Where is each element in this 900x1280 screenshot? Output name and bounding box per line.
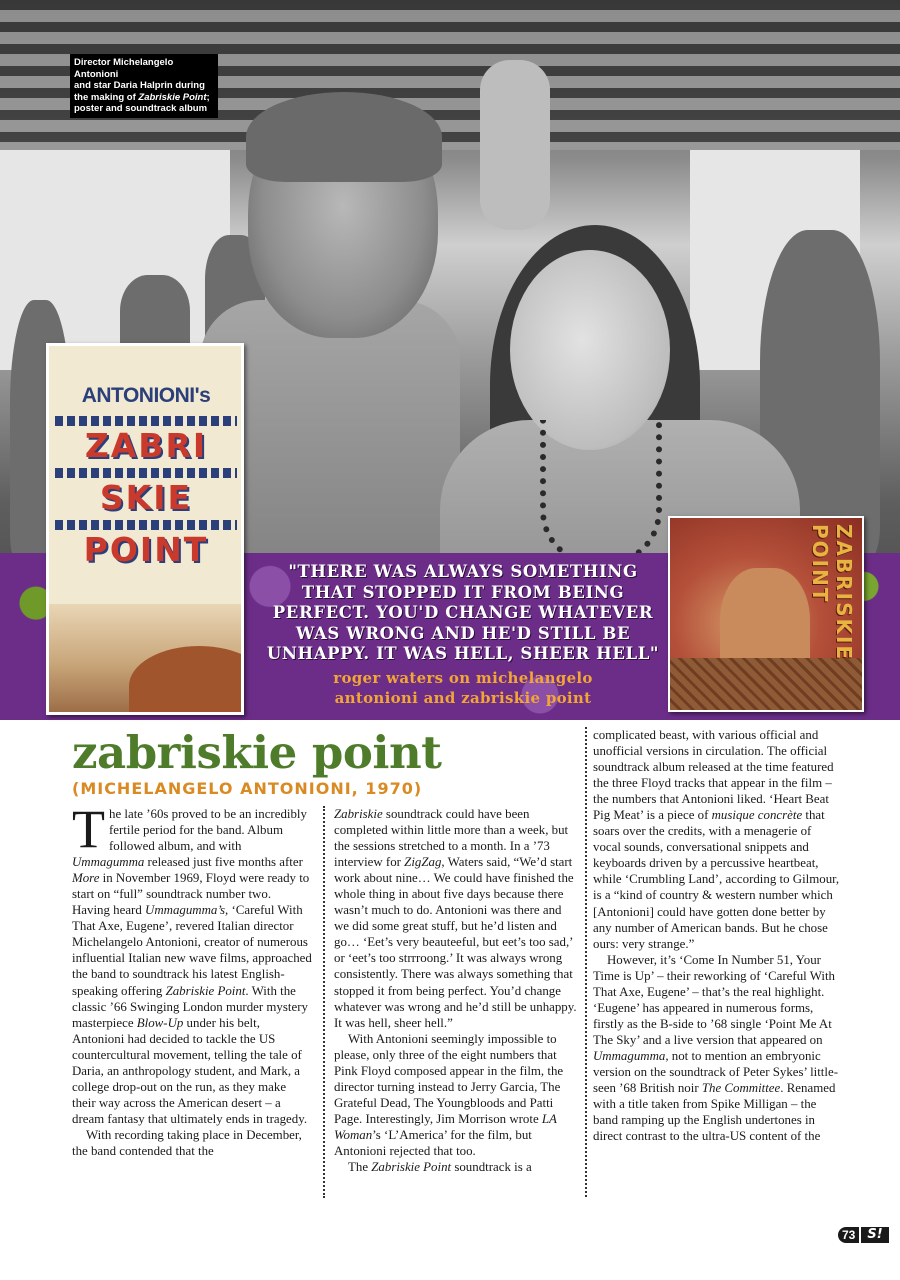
text-run: , Waters said, “We’d start work about nine… We could have finished the whole thing in about five days because there wasn’t much to do. Antonioni was there and we did some great stuff, but he’d listen and go… ‘Eet’s very beauteeful, but eet’s too sad,’ or ‘eet’s too strrroong.’ It was always wrong consistently. There was always something that stopped it from being perfect. You’d change whatever was wrong and he’d still be unhappy. It was hell, sheer hell.” bbox=[334, 855, 577, 1030]
bead-necklace bbox=[540, 420, 662, 566]
text-run: . Renamed with a title taken from Spike Milligan – the band ramping up the English undertones in direct contrast to the ultra-US content of the bbox=[593, 1081, 836, 1144]
paragraph: With recording taking place in December, the band contended that the bbox=[72, 1127, 302, 1158]
text-run: in November 1969, Floyd were ready to start on “full” soundtrack number two. Having heard bbox=[72, 871, 310, 918]
paragraph bbox=[334, 1159, 579, 1175]
article-heading: zabriskie point bbox=[72, 726, 442, 779]
italic-title: More bbox=[72, 871, 100, 886]
italic-title: Ummagumma, bbox=[593, 1048, 669, 1063]
text-run: , ‘Careful With That Axe, Eugene’, revered Italian director Michelangelo Antonioni, creator of numerous influential Italian new wave films, approached the band to soundtrack his latest English-speaking offering bbox=[72, 903, 312, 998]
caption-text: the making of bbox=[74, 91, 139, 103]
soundtrack-album bbox=[668, 516, 864, 712]
article-column-1 bbox=[72, 799, 312, 1159]
italic-title: Zabriskie bbox=[334, 807, 383, 821]
pull-quote-line: UNHAPPY. IT WAS HELL, SHEER HELL" bbox=[266, 644, 660, 663]
caption-title: Zabriskie Point bbox=[138, 91, 207, 103]
article-column-3 bbox=[593, 727, 841, 1144]
man-hair bbox=[246, 92, 442, 182]
text-run: soundtrack could have been completed within little more than a week, but the sessions stretched to a month. In a ’73 interview for bbox=[334, 807, 569, 870]
italic-title: Zabriskie Point bbox=[371, 1160, 452, 1175]
poster-title-line: SKIE bbox=[53, 478, 239, 517]
italic-title: musique concrète bbox=[711, 808, 803, 823]
text-run: complicated beast, with various official and unofficial versions in circulation. The official soundtrack album released at the time featured the three Floyd tracks that appear in the film – the numbers that Antonioni liked. ‘Heart Beat Pig Meat’ is a piece of bbox=[593, 728, 834, 823]
italic-title: Blow-Up bbox=[136, 1015, 184, 1030]
paragraph bbox=[334, 1031, 579, 1159]
text-run: under his belt, Antonioni had decided to tackle the US countercultural movement, telling the tale of Daria, an anthropology student, and Mark, a college drop-out on the run, as they make their way across the American desert – a dream fantasy that ultimately ends in tragedy. bbox=[72, 1015, 308, 1126]
poster-stars-strip bbox=[55, 520, 237, 530]
paragraph bbox=[72, 799, 312, 1127]
pull-quote-line: THAT STOPPED IT FROM BEING bbox=[301, 582, 625, 602]
poster-stars-strip bbox=[55, 468, 237, 478]
pull-quote-line: WAS WRONG AND HE'D STILL BE bbox=[295, 623, 631, 643]
page-folio bbox=[838, 1227, 889, 1243]
caption-text: Director Michelangelo Antonioni bbox=[74, 57, 174, 80]
poster-director-name: ANTONIONI's bbox=[81, 384, 211, 407]
poster-stars-strip bbox=[55, 416, 237, 426]
drop-cap: T bbox=[72, 799, 105, 859]
text-run: not to mention an embryonic version on the soundtrack of Peter Sykes’ little-seen ’68 British noir bbox=[593, 1048, 838, 1096]
pull-quote-attribution bbox=[238, 668, 688, 708]
paragraph bbox=[334, 806, 579, 1031]
italic-title: The Committee bbox=[701, 1081, 781, 1096]
caption-text: ; bbox=[206, 91, 210, 103]
paragraph bbox=[593, 727, 841, 952]
pull-quote bbox=[248, 562, 678, 665]
article-subheading: (MICHELANGELO ANTONIONI, 1970) bbox=[72, 779, 423, 798]
text-run: released just five months after bbox=[144, 855, 303, 870]
column-divider bbox=[585, 727, 587, 1197]
attribution-line: roger waters on michelangelo bbox=[333, 669, 593, 687]
magazine-logo: S! bbox=[861, 1227, 888, 1243]
text-run: The bbox=[348, 1160, 372, 1175]
text-run: With Antonioni seemingly impossible to please, only three of the eight numbers that Pink Floyd composed appear in the film, the director turning instead to Jerry Garcia, The Grateful Dead, The Youngbloods and Patti Page. Interestingly, Jim Morrison wrote bbox=[334, 1031, 564, 1126]
film-camera bbox=[480, 60, 550, 230]
album-title: ZABRISKIE POINT bbox=[808, 524, 856, 662]
text-run: that soars over the credits, with a menagerie of vocal sounds, conversational snippets and keyboards driven by a percussive heartbeat, while ‘Crumbling Land’, according to Gilmour, is a “kind of country & western number which [Antonioni] could have gotten done better by any number of American bands. But he chose ours: very strange.” bbox=[593, 808, 840, 951]
poster-title-line: ZABRI bbox=[53, 426, 239, 465]
poster-title-line: POINT bbox=[53, 530, 239, 569]
pull-quote-line: PERFECT. YOU'D CHANGE WHATEVER bbox=[272, 603, 654, 622]
photo-caption bbox=[70, 54, 218, 118]
page-number: 73 bbox=[838, 1227, 859, 1243]
attribution-line: antonioni and zabriskie point bbox=[334, 689, 592, 707]
article-column-2 bbox=[334, 806, 579, 1175]
text-run: . With the classic ’66 Swinging London murder mystery masterpiece bbox=[72, 983, 308, 1030]
text-run: he late ’60s proved to be an incredibly fertile period for the band. Album followed album, and with bbox=[109, 807, 307, 854]
caption-text: poster and soundtrack album bbox=[74, 103, 208, 114]
italic-title: Ummagumma’s bbox=[145, 903, 226, 918]
italic-title: Ummagumma bbox=[72, 855, 145, 870]
italic-title: Zabriskie Point bbox=[165, 983, 246, 998]
italic-title: LA Woman bbox=[334, 1111, 557, 1142]
italic-title: ZigZag bbox=[404, 855, 442, 870]
text-run: However, it’s ‘Come In Number 51, Your Time is Up’ – their reworking of ‘Careful With That Axe, Eugene’ – that’s the real highlight. ‘Eugene’ has appeared in numerous forms, firstly as the B-side to ’68 single ‘Point Me At The Sky’ and a live version that appeared on bbox=[593, 952, 835, 1047]
text-run: ’s ‘L’America’ for the film, but Antonioni rejected that too. bbox=[334, 1127, 532, 1158]
caption-text: and star Daria Halprin during bbox=[74, 80, 205, 91]
film-poster bbox=[46, 343, 244, 715]
paragraph bbox=[593, 952, 841, 1145]
pull-quote-line: "THERE WAS ALWAYS SOMETHING bbox=[288, 562, 638, 581]
column-divider bbox=[323, 806, 325, 1198]
text-run: soundtrack is a bbox=[451, 1160, 532, 1175]
